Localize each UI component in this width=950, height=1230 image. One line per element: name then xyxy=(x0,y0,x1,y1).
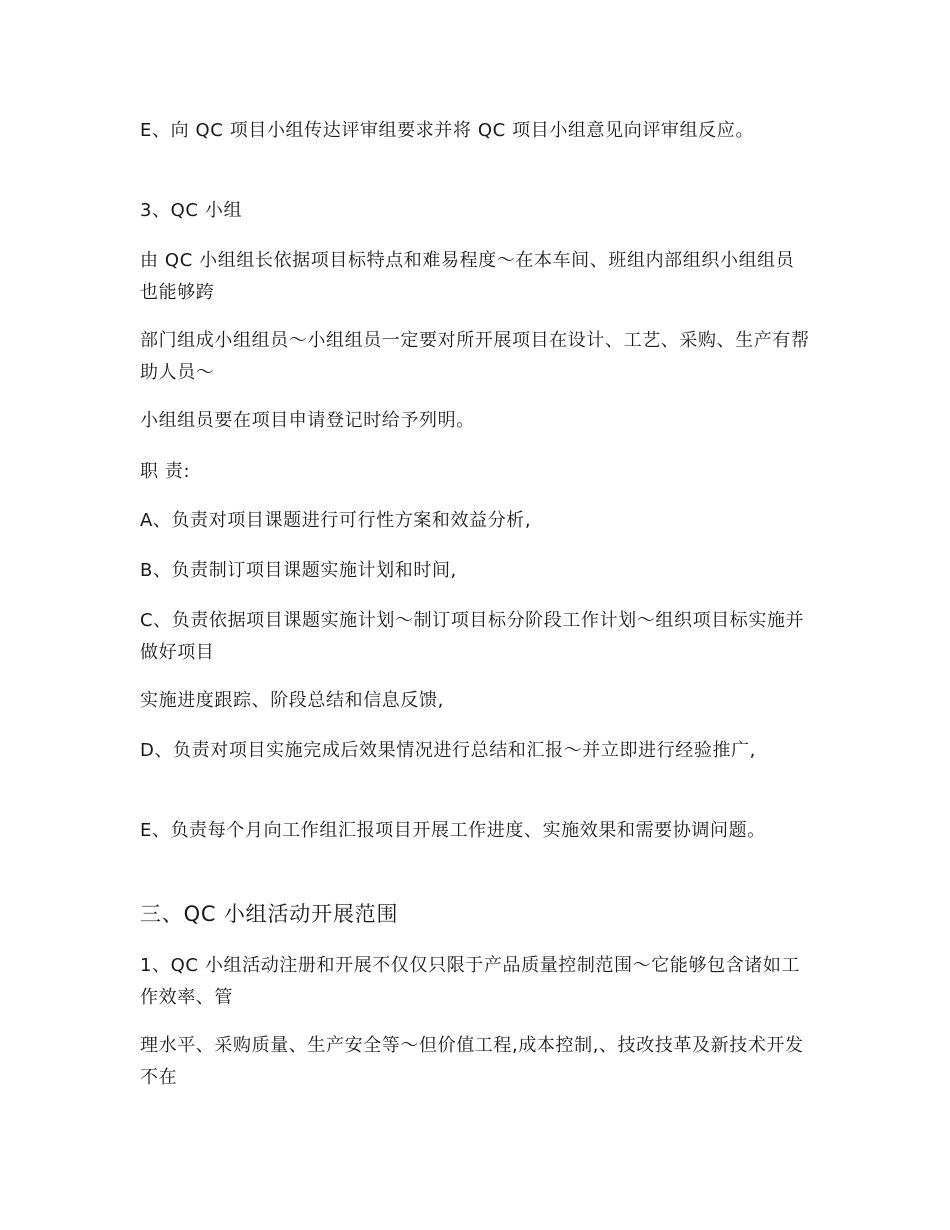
duty-item-d: D、负责对项目实施完成后效果情况进行总结和汇报～并立即进行经验推广, xyxy=(140,740,756,761)
section-heading: 三、QC 小组活动开展范围 xyxy=(140,902,399,926)
duty-item-c: C、负责依据项目课题实施计划～制订项目标分阶段工作计划～组织项目标实施并做好项目 xyxy=(140,610,805,663)
paragraph-scope-1: 1、QC 小组活动注册和开展不仅仅只限于产品质量控制范围～它能够包含诸如工作效率、管 xyxy=(140,955,801,1008)
duty-item-c-continued: 实施进度跟踪、阶段总结和信息反馈, xyxy=(140,690,444,711)
duties-label: 职 责: xyxy=(140,461,191,482)
duty-item-e: E、负责每个月向工作组汇报项目开展工作进度、实施效果和需要协调问题。 xyxy=(140,820,766,841)
paragraph-group-members: 部门组成小组组员～小组组员一定要对所开展项目在设计、工艺、采购、生产有帮助人员～ xyxy=(140,330,810,383)
paragraph-scope-2: 理水平、采购质量、生产安全等～但价值工程,成本控制,、技改技革及新技术开发不在 xyxy=(140,1035,804,1088)
paragraph-member-listing: 小组组员要在项目申请登记时给予列明。 xyxy=(140,410,475,431)
duty-item-b: B、负责制订项目课题实施计划和时间, xyxy=(140,560,457,581)
paragraph-group-formation: 由 QC 小组组长依据项目标特点和难易程度～在本车间、班组内部组织小组组员也能够跨 xyxy=(140,250,795,303)
paragraph-review-liaison: E、向 QC 项目小组传达评审组要求并将 QC 项目小组意见向评审组反应。 xyxy=(140,120,754,141)
subsection-heading-qc-group: 3、QC 小组 xyxy=(140,200,243,221)
duty-item-a: A、负责对项目课题进行可行性方案和效益分析, xyxy=(140,510,532,531)
